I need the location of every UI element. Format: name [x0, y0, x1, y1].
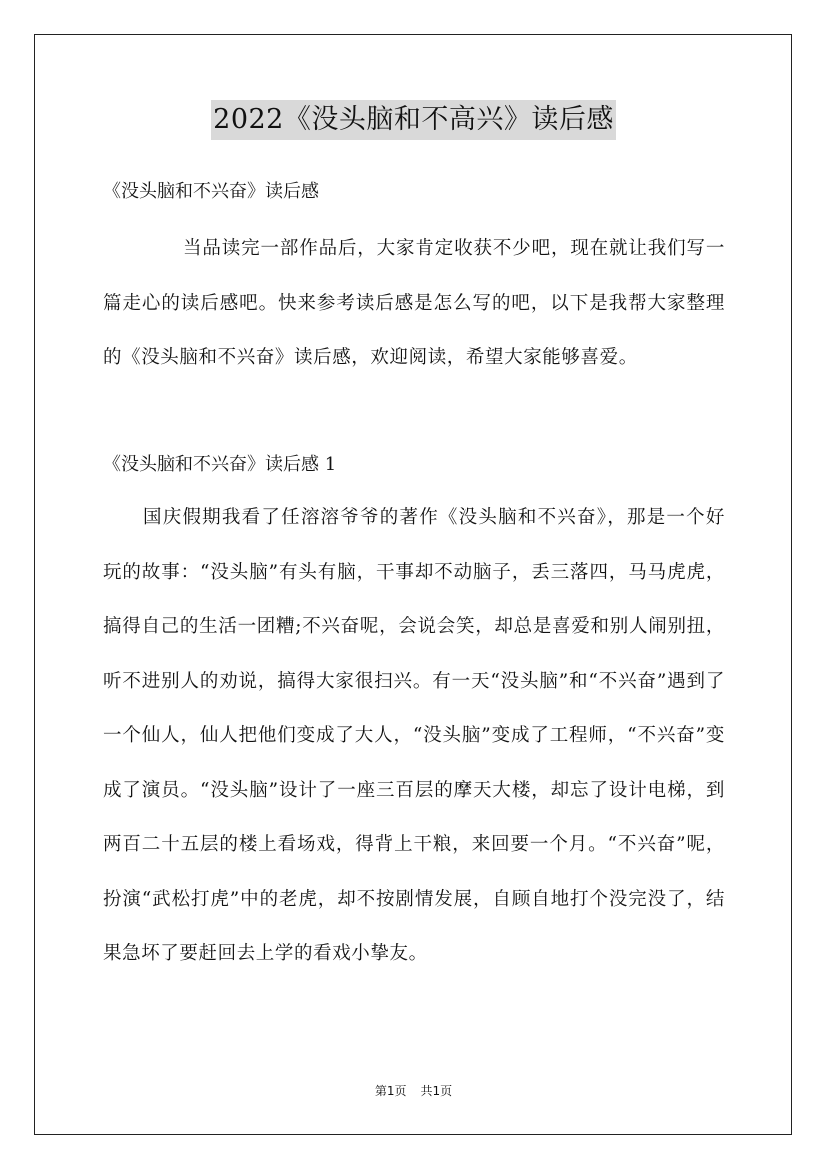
intro-paragraph: 当品读完一部作品后，大家肯定收获不少吧，现在就让我们写一篇走心的读后感吧。快来参考读后感是怎么写的吧，以下是我帮大家整理的《没头脑和不兴奋》读后感，欢迎阅读，希望大家能够喜爱。 — [103, 238, 725, 368]
page-footer — [0, 1082, 827, 1100]
title-container — [0, 100, 827, 140]
document-subtitle: 《没头脑和不兴奋》读后感 — [103, 181, 319, 202]
body-paragraph: 国庆假期我看了任溶溶爷爷的著作《没头脑和不兴奋》，那是一个好玩的故事：“没头脑”有头有脑，干事却不动脑子，丢三落四，马马虎虎，搞得自己的生活一团糟;不兴奋呢，会说会笑，却总是喜爱和别人闹别扭，听不进别人的劝说，搞得大家很扫兴。有一天“没头脑”和“不兴奋”遇到了一个仙人，仙人把他们变成了大人，“没头脑”变成了工程师，“不兴奋”变成了演员。“没头脑”设计了一座三百层的摩天大楼，却忘了设计电梯，到两百二十五层的楼上看场戏，得背上干粮，来回要一个月。“不兴奋”呢，扮演“武松打虎”中的老虎，却不按剧情发展，自顾自地打个没完没了，结果急坏了要赶回去上学的看戏小挚友。 — [103, 507, 725, 964]
document-title: 2022《没头脑和不高兴》读后感 — [211, 100, 616, 140]
page-number: 第1页 — [374, 1084, 407, 1098]
page-total: 共1页 — [420, 1084, 453, 1098]
section-heading: 《没头脑和不兴奋》读后感 1 — [103, 454, 337, 475]
